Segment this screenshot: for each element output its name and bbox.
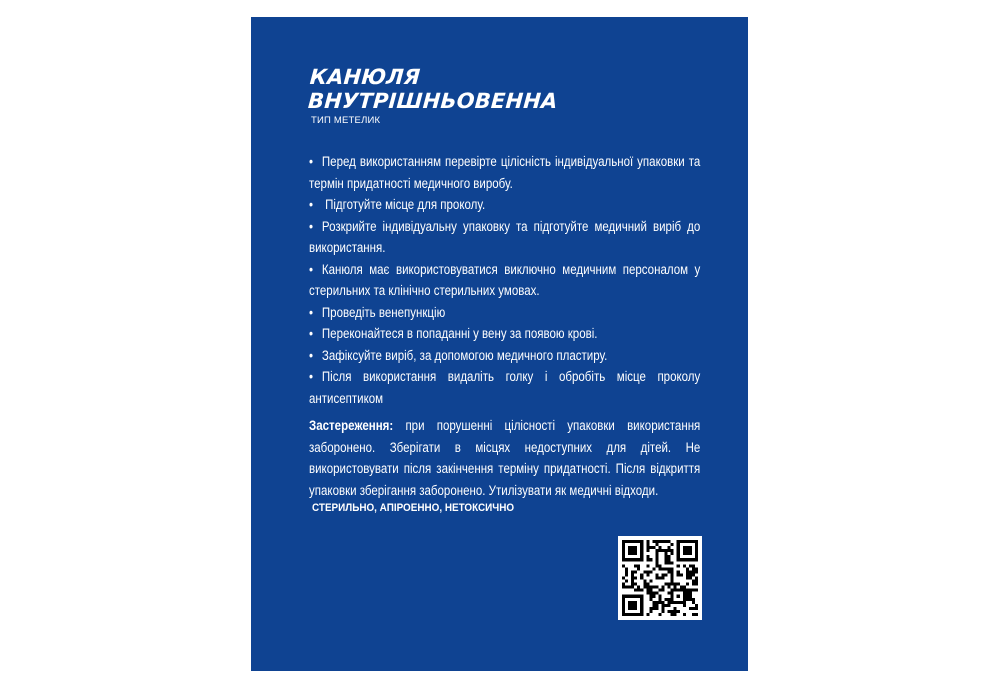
instruction-item: • Зафіксуйте виріб, за допомогою медичного пластиру.	[309, 347, 608, 363]
label-panel	[251, 17, 748, 671]
title-line-2: ВНУТРІШНЬОВЕННА	[307, 89, 559, 113]
instructions-list	[309, 151, 700, 409]
qr-code-graphic	[622, 540, 698, 616]
instruction-item: • Після використання видаліть голку і обробіть місце проколу антисептиком	[309, 369, 701, 406]
instruction-item: • Перед використанням перевірте цілісність індивідуальної упаковки та термін придатності медичного виробу.	[309, 154, 701, 191]
instruction-item: • Підготуйте місце для проколу.	[309, 197, 486, 212]
qr-code-icon	[618, 536, 702, 620]
title-line-1: КАНЮЛЯ	[309, 65, 422, 89]
product-title	[307, 65, 560, 113]
warning-paragraph	[309, 415, 700, 501]
instruction-item: • Розкрийте індивідуальну упаковку та підготуйте медичний виріб до використання.	[309, 218, 701, 255]
instruction-item: • Переконайтеся в попаданні у вену за появою крові.	[309, 326, 598, 341]
instruction-item: • Канюля має використовуватися виключно медичним персоналом у стерильних та клінічно стерильних умовах.	[309, 261, 701, 298]
sterility-note: СТЕРИЛЬНО, АПІРОЕННО, НЕТОКСИЧНО	[312, 502, 515, 514]
instruction-item: • Проведіть венепункцію	[309, 304, 446, 320]
warning-label: Застереження:	[309, 418, 394, 433]
product-subtitle: ТИП МЕТЕЛИК	[311, 115, 381, 126]
warning-text: при порушенні цілісності упаковки використання заборонено. Зберігати в місцях недоступних для дітей. Не використовувати після закінчення терміну придатності. Після відкриття упаковки зберігання заборонено. Утилізувати як медичні відходи.	[309, 418, 701, 498]
